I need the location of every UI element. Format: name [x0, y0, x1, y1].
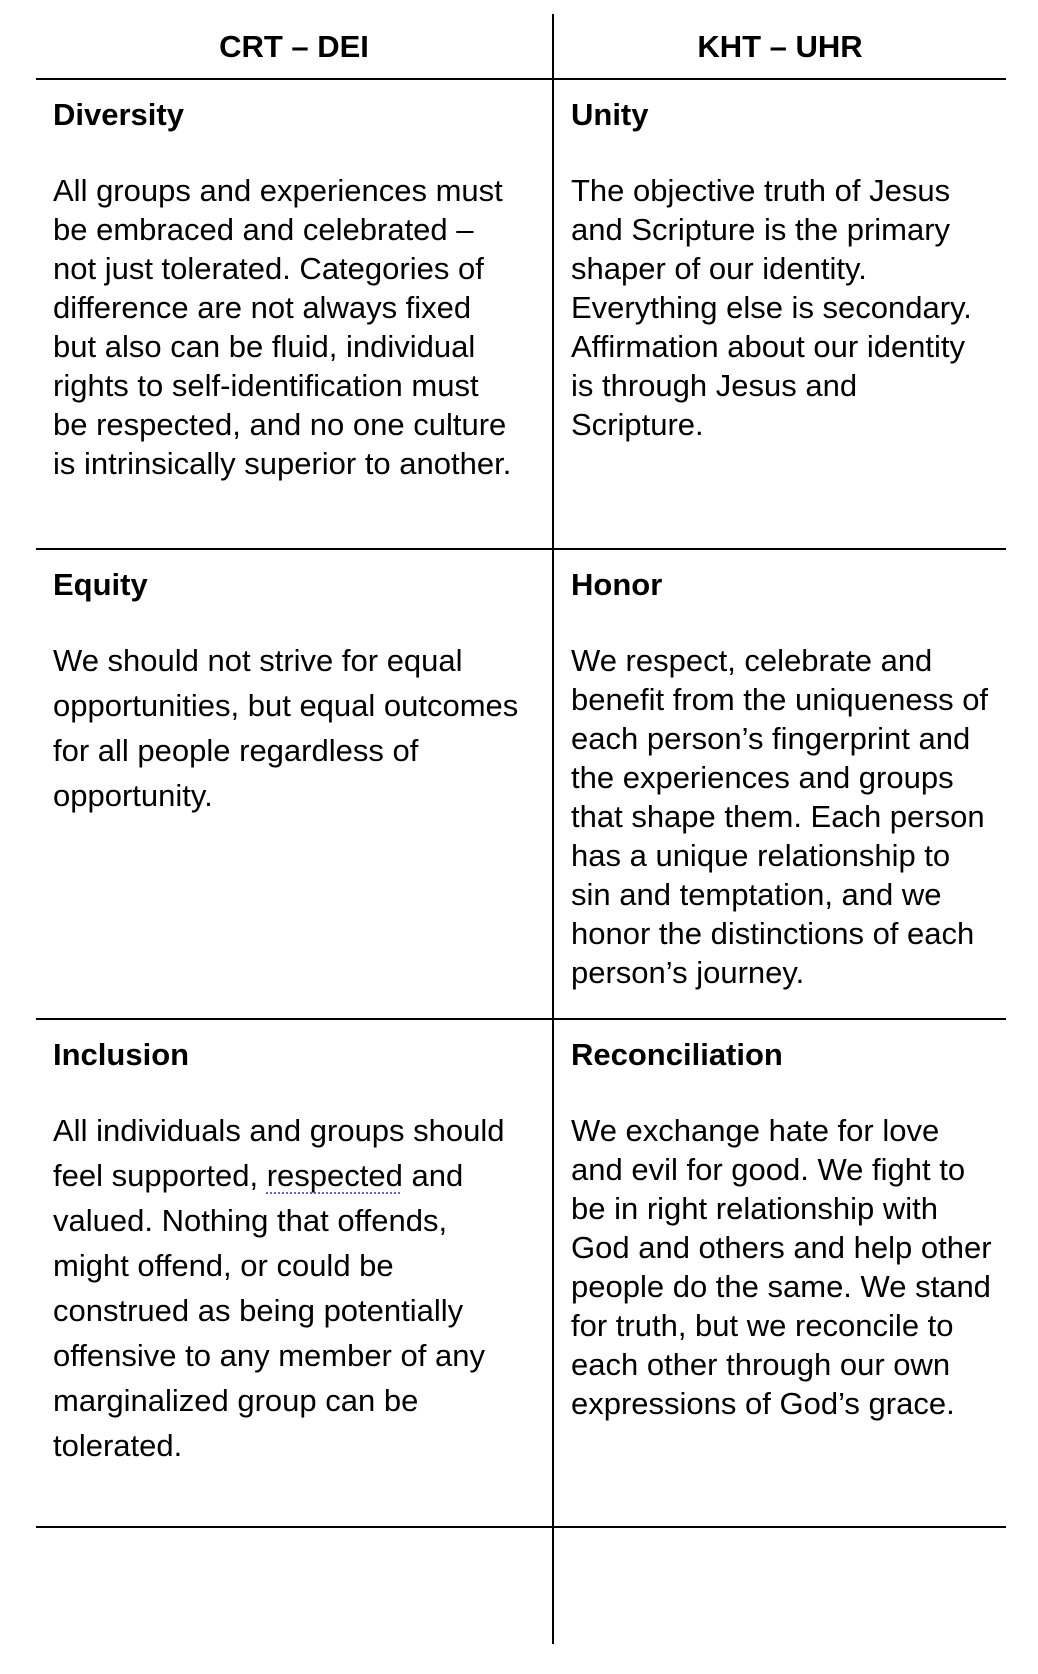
cell-body: We exchange hate for love and evil for good. We fight to be in right relationship with God and others and help other people do the same. We stand for truth, but we reconcile to each other through our own expressions of God’s grace. [571, 1113, 992, 1421]
cell-body: All groups and experiences must be embraced and celebrated – not just tolerated. Categories of difference are not always fixed but also can be fluid, individual rights to self-identification must be respected, and no one culture is intrinsically superior to another. [53, 173, 512, 481]
cell-title: Diversity [53, 97, 184, 132]
body-text-before: All individuals and groups should feel supported, [53, 1113, 505, 1193]
cell-body: We should not strive for equal opportunities, but equal outcomes for all people regardless of opportunity. [53, 643, 519, 813]
cell-title: Inclusion [53, 1037, 190, 1072]
cell-body: The objective truth of Jesus and Scripture is the primary shaper of our identity. Everything else is secondary. Affirmation about our identity is through Jesus and Scripture. [571, 173, 972, 442]
cell-reconciliation [571, 1036, 996, 1423]
cell-inclusion [53, 1036, 521, 1468]
column-divider [552, 14, 554, 1644]
comparison-table [36, 14, 1006, 1644]
spellcheck-flagged-word[interactable]: respected [266, 1158, 403, 1193]
cell-title: Unity [571, 97, 649, 132]
cell-body: We respect, celebrate and benefit from the uniqueness of each person’s fingerprint and the experiences and groups that shape them. Each person has a unique relationship to sin and temptation, and we honor the distinctions of each person’s journey. [571, 643, 989, 990]
cell-title: Honor [571, 567, 663, 602]
row-divider [36, 548, 1006, 550]
cell-equity [53, 566, 521, 818]
cell-unity [571, 96, 996, 444]
row-divider [36, 1018, 1006, 1020]
header-rule [36, 78, 1006, 80]
cell-title: Equity [53, 567, 148, 602]
body-text-after: and valued. Nothing that offends, might offend, or could be construed as being potentially offensive to any member of any marginalized group can be tolerated. [53, 1158, 485, 1463]
table-bottom-rule [36, 1526, 1006, 1528]
cell-honor [571, 566, 996, 992]
column-header-right: KHT – UHR [697, 29, 863, 64]
column-header-left: CRT – DEI [219, 29, 369, 64]
cell-body [53, 1108, 521, 1468]
cell-title: Reconciliation [571, 1037, 783, 1072]
cell-diversity [53, 96, 521, 483]
